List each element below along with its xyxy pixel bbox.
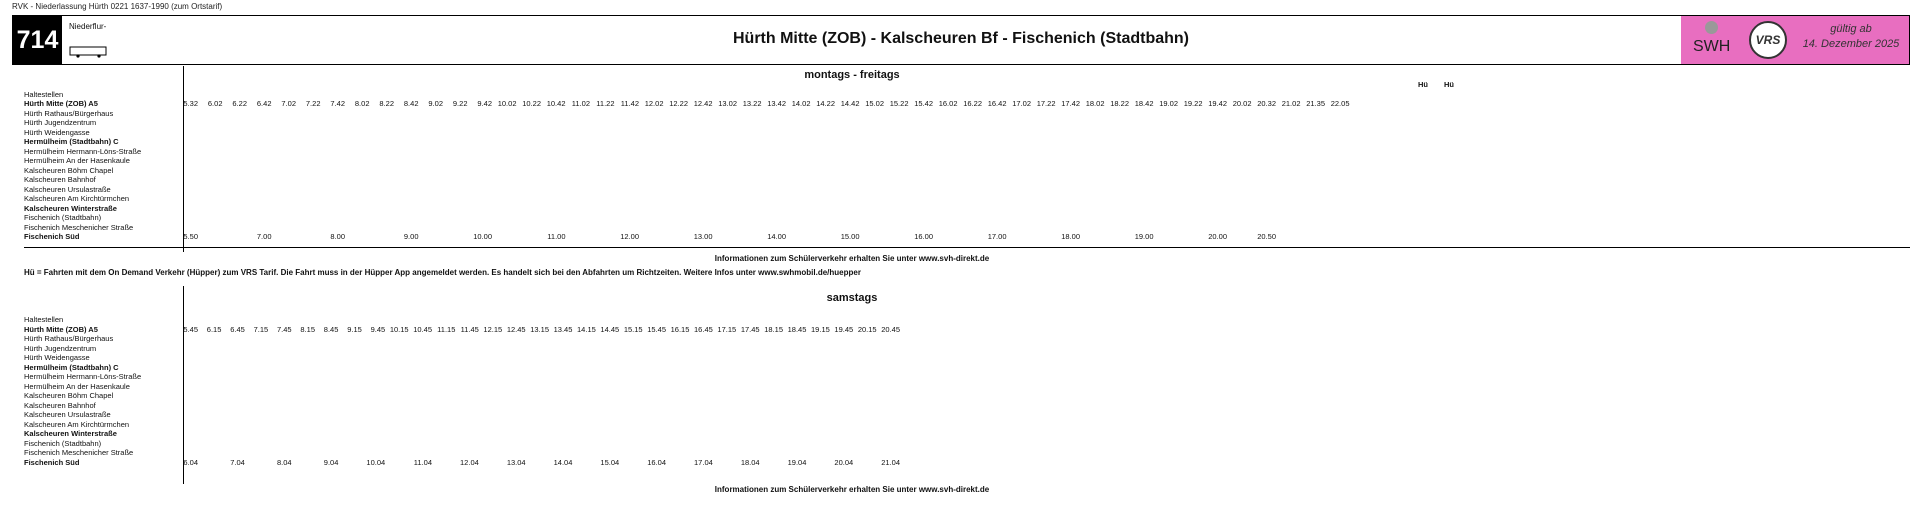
stop-name: Hürth Mitte (ZOB) A5 [24, 99, 98, 108]
column-divider [183, 286, 184, 484]
time-cell: 18.02 [1085, 99, 1105, 108]
valid-date: 14. Dezember 2025 [1802, 38, 1900, 50]
time-cell: 6.42 [256, 99, 272, 108]
time-cell: 10.00 [473, 232, 492, 241]
time-cell: 14.02 [791, 99, 811, 108]
special-col-2: Hü [1444, 80, 1454, 89]
stop-name: Hürth Rathaus/Bürgerhaus [24, 108, 114, 118]
time-cell: 13.02 [718, 99, 737, 108]
time-cell: 6.02 [207, 99, 223, 108]
stop-name: Fischenich Meschenicher Straße [24, 448, 134, 457]
column-divider [183, 66, 184, 252]
time-cell: 7.42 [330, 99, 345, 108]
time-cell: 14.15 [577, 324, 596, 334]
time-cell: 8.42 [403, 99, 419, 108]
stop-name: Hermülheim Hermann-Löns-Straße [24, 372, 142, 381]
time-cell: 12.22 [669, 99, 688, 108]
time-cell: 13.45 [553, 324, 573, 334]
stop-name: Kalscheuren Böhm Chapel [24, 165, 114, 175]
header-label: Haltestellen [24, 89, 64, 99]
time-cell: 12.02 [644, 99, 664, 108]
time-cell: 20.50 [1257, 232, 1276, 241]
huepper-note: Hü = Fahrten mit dem On Demand Verkehr (Hüpper) zum VRS Tarif. Die Fahrt muss in der Hüpper App angemeldet werden. Es handelt sich bei den Abfahrten um Richtzeiten. Weitere Infos unter www.swhmobil.de/huepper [24, 268, 861, 277]
time-cell: 14.04 [553, 457, 573, 467]
time-cell: 16.22 [963, 99, 982, 108]
info-note: Informationen zum Schülerverkehr erhalten Sie unter www.svh-direkt.de [714, 485, 990, 494]
time-cell: 14.22 [816, 99, 835, 108]
time-cell: 19.02 [1159, 99, 1178, 108]
time-cell: 18.42 [1134, 99, 1154, 108]
time-cell: 6.04 [183, 457, 198, 467]
time-cell: 19.15 [811, 324, 830, 334]
stop-name: Kalscheuren Bahnhof [24, 175, 96, 184]
time-cell: 7.22 [305, 99, 321, 108]
stop-name: Fischenich (Stadtbahn) [24, 213, 102, 222]
time-cell: 10.04 [366, 457, 386, 467]
time-cell: 11.22 [596, 99, 615, 108]
time-cell: 20.15 [857, 324, 877, 334]
stop-name: Hürth Jugendzentrum [24, 343, 97, 353]
time-cell: 9.15 [347, 324, 362, 334]
special-col-1: Hü [1418, 80, 1428, 89]
time-cell: 10.42 [546, 99, 566, 108]
time-cell: 11.42 [620, 99, 639, 108]
section-divider [24, 247, 1910, 248]
time-cell: 18.45 [787, 324, 807, 334]
stop-name: Kalscheuren Am Kirchtürmchen [24, 194, 130, 203]
time-cell: 18.00 [1061, 232, 1080, 241]
time-cell: 10.02 [497, 99, 517, 108]
time-cell: 16.42 [987, 99, 1007, 108]
stop-name: Fischenich (Stadtbahn) [24, 438, 102, 448]
time-cell: 13.22 [742, 99, 762, 108]
time-cell: 13.00 [693, 232, 713, 241]
time-cell: 16.00 [914, 232, 933, 241]
time-cell: 20.00 [1208, 232, 1227, 241]
saturday-heading: samstags [826, 292, 878, 304]
time-cell: 7.15 [253, 324, 269, 334]
time-cell: 5.32 [183, 99, 198, 108]
time-cell: 6.22 [232, 99, 247, 108]
route-title: Hürth Mitte (ZOB) - Kalscheuren Bf - Fischenich (Stadtbahn) [732, 30, 1189, 47]
time-cell: 18.22 [1110, 99, 1129, 108]
time-cell: 15.04 [600, 457, 620, 467]
time-cell: 20.45 [881, 324, 900, 334]
time-cell: 19.42 [1208, 99, 1227, 108]
stop-name: Kalscheuren Bahnhof [24, 400, 96, 410]
swh-brand: SWH [1693, 38, 1731, 55]
time-cell: 20.02 [1232, 99, 1252, 108]
stop-name: Hermülheim (Stadtbahn) C [24, 137, 119, 146]
time-cell: 5.45 [183, 324, 198, 334]
time-cell: 11.00 [547, 232, 566, 241]
time-cell: 11.04 [413, 457, 432, 467]
stop-name: Fischenich Meschenicher Straße [24, 222, 134, 232]
timetable-header [12, 15, 1910, 65]
swh-logo-icon [1705, 21, 1718, 34]
line-number: 714 [13, 16, 62, 64]
stop-name: Kalscheuren Ursulastraße [24, 184, 111, 194]
time-cell: 17.45 [740, 324, 760, 334]
time-cell: 17.22 [1036, 99, 1056, 108]
time-cell: 12.00 [620, 232, 639, 241]
time-cell: 7.00 [256, 232, 272, 241]
stop-name: Hürth Weidengasse [24, 127, 90, 137]
time-cell: 12.15 [483, 324, 503, 334]
info-note: Informationen zum Schülerverkehr erhalten Sie unter www.svh-direkt.de [714, 254, 990, 263]
time-cell: 17.04 [694, 457, 713, 467]
stop-name: Hürth Weidengasse [24, 353, 90, 362]
brand-box [1681, 16, 1909, 64]
stop-name: Kalscheuren Winterstraße [24, 429, 117, 438]
time-cell: 12.42 [693, 99, 713, 108]
time-cell: 11.45 [460, 324, 479, 334]
time-cell: 8.22 [379, 99, 394, 108]
time-cell: 11.15 [437, 324, 456, 334]
stop-name: Hermülheim (Stadtbahn) C [24, 362, 119, 372]
time-cell: 19.00 [1134, 232, 1154, 241]
time-cell: 10.15 [389, 324, 409, 334]
time-cell: 19.45 [834, 324, 854, 334]
header-label: Haltestellen [24, 315, 64, 324]
time-cell: 15.00 [840, 232, 860, 241]
stop-name: Hürth Rathaus/Bürgerhaus [24, 334, 114, 343]
time-cell: 6.15 [206, 324, 222, 334]
time-cell: 14.00 [767, 232, 786, 241]
time-cell: 20.04 [834, 457, 854, 467]
time-cell: 5.50 [183, 232, 198, 241]
time-cell: 16.45 [694, 324, 713, 334]
time-cell: 9.22 [452, 99, 468, 108]
time-cell: 14.42 [840, 99, 860, 108]
time-cell: 21.04 [881, 457, 900, 467]
time-cell: 18.04 [740, 457, 760, 467]
time-cell: 19.22 [1183, 99, 1203, 108]
time-cell: 9.42 [477, 99, 492, 108]
time-cell: 15.15 [623, 324, 643, 334]
valid-label: gültig ab [1830, 23, 1872, 35]
time-cell: 7.04 [230, 457, 245, 467]
stop-name: Hürth Mitte (ZOB) A5 [24, 324, 98, 334]
time-cell: 17.42 [1061, 99, 1080, 108]
time-cell: 9.02 [428, 99, 443, 108]
stop-name: Hermülheim An der Hasenkaule [24, 156, 130, 165]
stop-name: Kalscheuren Ursulastraße [24, 410, 111, 419]
time-cell: 15.22 [889, 99, 909, 108]
time-cell: 11.02 [571, 99, 590, 108]
time-cell: 8.45 [323, 324, 339, 334]
time-cell: 13.04 [506, 457, 526, 467]
time-cell: 21.35 [1306, 99, 1325, 108]
time-cell: 6.45 [230, 324, 245, 334]
vehicle-type: Niederflur- [69, 22, 107, 31]
agency-note: RVK - Niederlassung Hürth 0221 1637-1990 (zum Ortstarif) [12, 2, 223, 11]
time-cell: 22.05 [1330, 99, 1350, 108]
time-cell: 17.00 [987, 232, 1007, 241]
time-cell: 16.04 [647, 457, 666, 467]
time-cell: 8.02 [354, 99, 370, 108]
time-cell: 15.42 [914, 99, 933, 108]
time-cell: 14.45 [600, 324, 620, 334]
time-cell: 12.45 [506, 324, 526, 334]
time-cell: 19.04 [787, 457, 807, 467]
stop-name: Kalscheuren Am Kirchtürmchen [24, 419, 130, 429]
time-cell: 13.42 [767, 99, 786, 108]
stop-name: Hermülheim Hermann-Löns-Straße [24, 146, 142, 156]
time-cell: 15.45 [647, 324, 666, 334]
time-cell: 9.00 [403, 232, 419, 241]
stop-name: Fischenich Süd [24, 457, 80, 467]
time-cell: 8.15 [300, 324, 315, 334]
time-cell: 17.02 [1012, 99, 1031, 108]
stop-name: Kalscheuren Böhm Chapel [24, 391, 114, 400]
stop-name: Fischenich Süd [24, 232, 80, 241]
weekday-heading: montags - freitags [804, 69, 900, 81]
vrs-logo: VRS [1749, 21, 1787, 59]
time-cell: 16.15 [670, 324, 690, 334]
time-cell: 8.04 [276, 457, 292, 467]
time-cell: 13.15 [530, 324, 549, 334]
time-cell: 10.45 [413, 324, 432, 334]
time-cell: 21.02 [1281, 99, 1301, 108]
stop-name: Hürth Jugendzentrum [24, 118, 97, 127]
time-cell: 9.04 [323, 457, 339, 467]
time-cell: 20.32 [1257, 99, 1276, 108]
stop-name: Kalscheuren Winterstraße [24, 203, 117, 213]
time-cell: 16.02 [938, 99, 958, 108]
validity-note [1799, 22, 1903, 52]
time-cell: 9.45 [370, 324, 386, 334]
time-cell: 15.02 [865, 99, 884, 108]
time-cell: 8.00 [330, 232, 345, 241]
stop-name: Hermülheim An der Hasenkaule [24, 381, 130, 391]
time-cell: 7.45 [276, 324, 292, 334]
time-cell: 17.15 [717, 324, 737, 334]
time-cell: 10.22 [522, 99, 541, 108]
time-cell: 18.15 [764, 324, 783, 334]
time-cell: 7.02 [281, 99, 296, 108]
time-cell: 12.04 [460, 457, 479, 467]
